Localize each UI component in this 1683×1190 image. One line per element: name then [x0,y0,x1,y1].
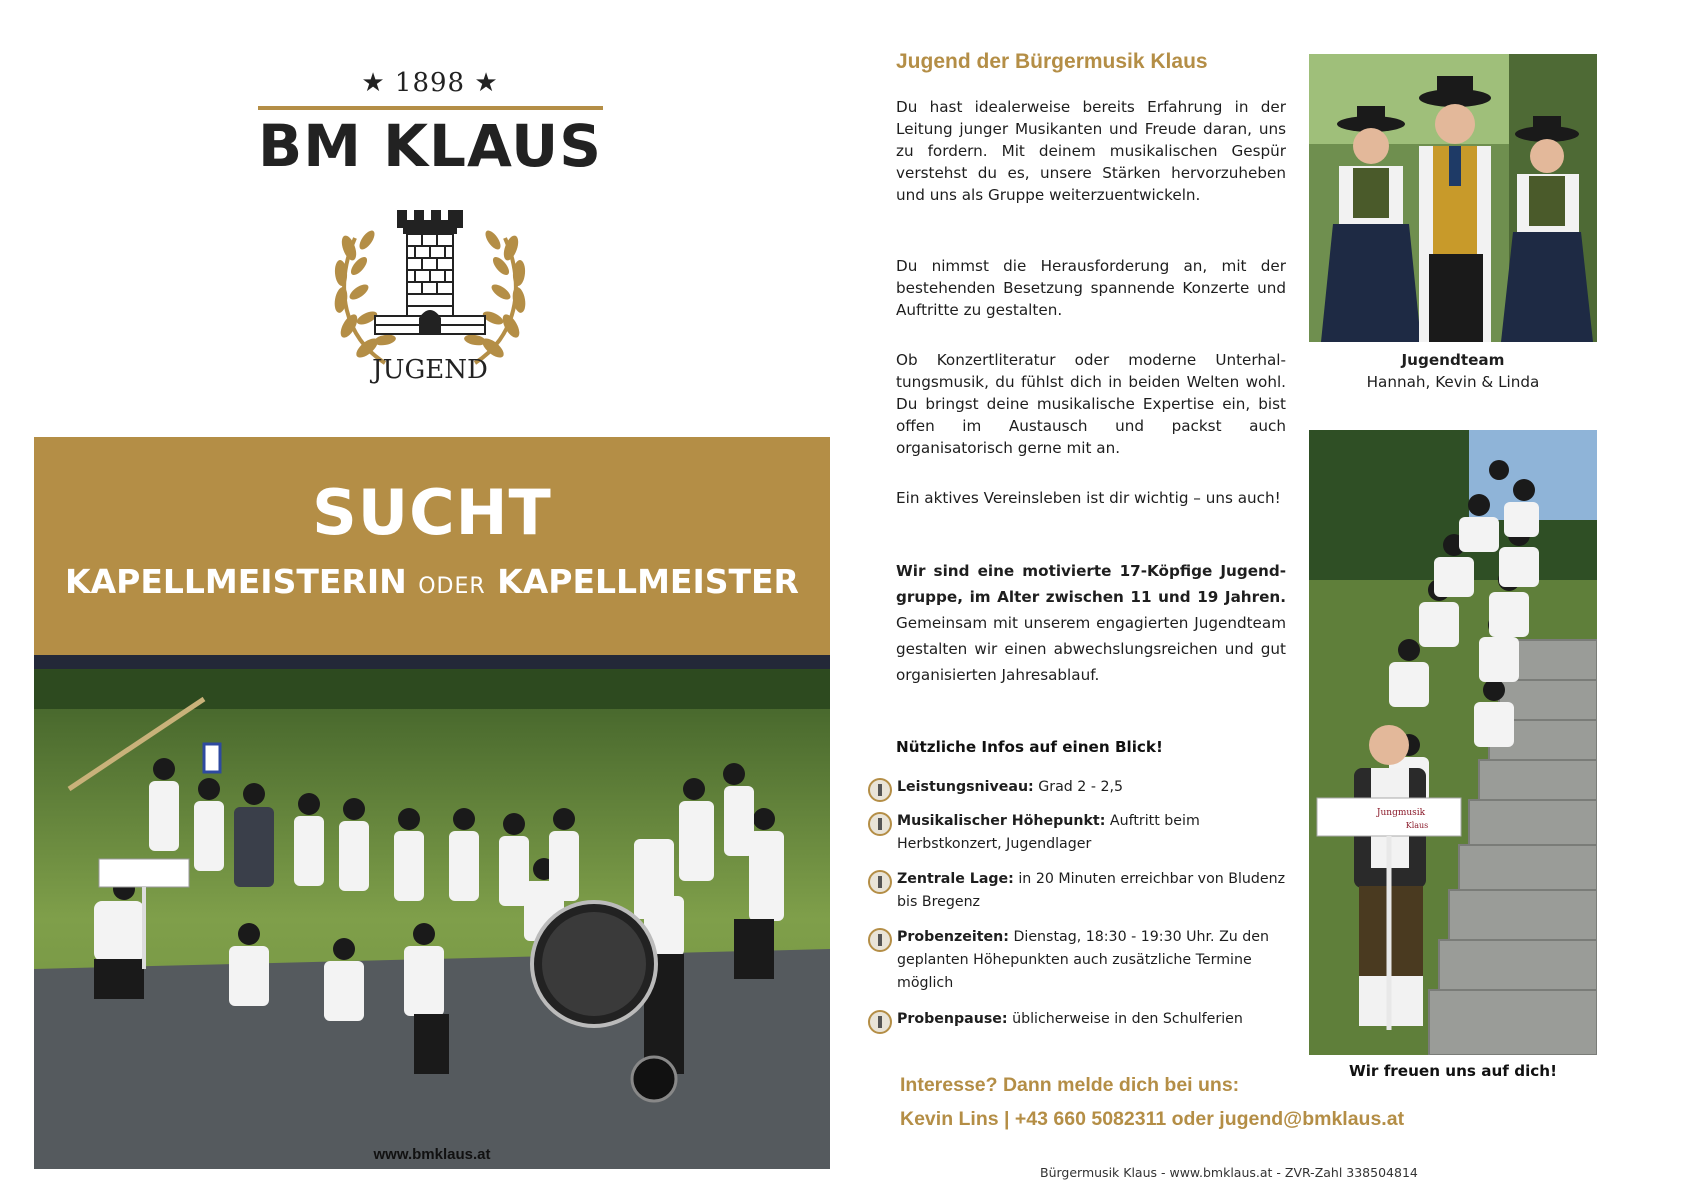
logo-emblem [325,178,535,388]
info-text: Auftritt beim Herbstkonzert, Jugendlager [897,813,1200,852]
stairs-photo [1309,430,1597,1055]
team-caption-names: Hannah, Kevin & Linda [1366,373,1540,391]
info-label: Leistungsniveau: [897,779,1034,795]
logo-year: ★ 1898 ★ [361,68,499,98]
group-photo [34,669,830,1169]
medal-icon [867,811,893,837]
footer: Bürgermusik Klaus - www.bmklaus.at - ZVR-Zahl 338504814 [1040,1165,1418,1180]
logo-divider [258,106,603,110]
group-description: Gemeinsam mit unserem engagierten Jugendteam gestalten wir einen abwechslungsreichen und gut organisierten Jahresablauf. [896,614,1286,684]
info-item-highlight [867,810,1287,856]
medal-icon [867,1009,893,1035]
contact-invite: Interesse? Dann melde dich bei uns: [900,1074,1240,1096]
group-highlight: Wir sind eine motivierte 17-Köpfige Jugendgruppe, im Alter zwischen 11 und 19 Jahren. [896,562,1286,606]
info-item-level [867,776,1287,799]
section-headline: Jugend der Bürgermusik Klaus [896,50,1208,73]
team-caption-title: Jugendteam [1401,351,1505,369]
info-label: Musikalischer Höhepunkt: [897,813,1106,829]
paragraph-experience: Du hast idealerweise bereits Erfahrung in der Leitung junger Musikanten und Freude daran, uns zu fordern. Mit deinem musikalischen Gespür verstehst du es, unsere Stärken hervorzuheben und uns als Gruppe weiterzuentwickeln. [896,98,1286,204]
stairs-caption: Wir freuen uns auf dich! [1348,1062,1558,1080]
paragraph-challenge: Du nimmst die Herausforderung an, mit der bestehenden Besetzung spannende Konzerte und Auftritte zu gestalten. [896,257,1286,319]
paragraph-repertoire: Ob Konzertliteratur oder moderne Unterhaltungsmusik, du fühlst dich in beiden Welten wohl. Du bringst deine musikalische Expertise ein, bist offen im Austausch und packst auch organisatorisch gerne mit an. [896,351,1286,457]
info-text: üblicherweise in den Schulferien [1007,1011,1243,1027]
banner-divider [34,655,830,669]
logo-sub: JUGEND [372,355,488,385]
info-text: in 20 Minuten erreichbar von Bludenz bis Bregenz [897,871,1286,910]
info-item-rehearsal [867,926,1287,995]
role-male: KAPELLMEISTER [497,562,799,601]
tower-icon [375,210,485,334]
sign-text-a: Jungmusik [1376,808,1426,818]
logo-name: BM KLAUS [258,112,602,180]
contact-details[interactable]: Kevin Lins | +43 660 5082311 oder jugend@bmklaus.at [900,1108,1405,1130]
info-text: Dienstag, 18:30 - 19:30 Uhr. Zu den geplanten Höhepunkten auch zusätzliche Termine möglich [897,929,1270,991]
role-connector: ODER [418,574,486,599]
info-title: Nützliche Infos auf einen Blick! [896,738,1163,756]
paragraph-group [896,558,1286,688]
team-caption [1309,349,1597,393]
info-label: Zentrale Lage: [897,871,1014,887]
banner-headline: SUCHT [312,476,552,549]
website-caption: www.bmklaus.at [373,1146,491,1163]
banner-roles [34,562,830,601]
info-text: Grad 2 - 2,5 [1033,779,1124,795]
paragraph-club-life: Ein aktives Vereinsleben ist dir wichtig – uns auch! [896,489,1281,507]
info-label: Probenzeiten: [897,929,1009,945]
medal-icon [867,869,893,895]
medal-icon [867,927,893,953]
info-label: Probenpause: [897,1011,1008,1027]
info-item-location [867,868,1287,914]
info-item-break [867,1008,1287,1031]
role-female: KAPELLMEISTERIN [65,562,407,601]
medal-icon [867,777,893,803]
sign-text-b: Klaus [1405,821,1429,830]
team-photo [1309,54,1597,342]
